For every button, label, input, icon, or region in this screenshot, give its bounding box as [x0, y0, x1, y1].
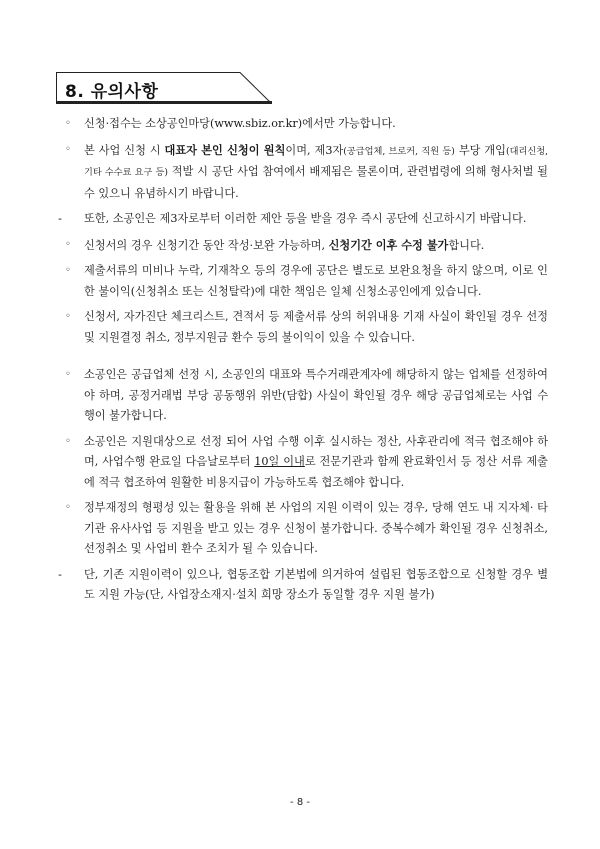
bullet-marker: ◦	[65, 369, 71, 380]
bullet-marker: ◦	[65, 238, 71, 250]
section-title: 8. 유의사항	[65, 82, 159, 102]
item-text: 본 사업 신청 시	[84, 143, 165, 157]
item-text: 적발 시 공단 사업 참여에서 배제됨은 물론이며, 관련법령에 의해 형사처벌 될 수 있으니 유념하시기 바랍니다.	[84, 165, 548, 200]
item-text: 신청서의 경우 신청기간 동안 작성·보완 가능하며,	[84, 238, 329, 252]
notice-list	[58, 114, 548, 611]
notice-item-false-content	[58, 307, 548, 348]
notice-item-representative	[58, 140, 548, 205]
notice-item-settlement	[58, 432, 548, 494]
section-heading	[56, 72, 272, 104]
item-text: 신청서, 자가진단 체크리스트, 견적서 등 제출서류 상의 허위내용 기재 사실이 확인될 경우 선정 및 지원결정 취소, 정부지원금 환수 등의 불이익이 있을 수 있습니다.	[84, 310, 548, 344]
notice-subitem-report	[58, 209, 548, 230]
item-text: 소공인은 공급업체 선정 시, 소공인의 대표와 특수거래관계자에 해당하지 않는 업체를 선정하여야 하며, 공정거래법 부당 공동행위 위반(담합) 사실이 확인될 경우 해당 공급업체로는 사업 수행이 불가합니다.	[84, 368, 548, 422]
notice-item-missing-documents	[58, 261, 548, 302]
spacer	[58, 353, 548, 365]
item-text: 신청·접수는 소상공인마당(www.sbiz.or.kr)에서만 가능합니다.	[84, 117, 396, 130]
item-text: 이며, 제3자	[285, 143, 344, 157]
item-note: (공급업체, 브로커, 직원 등)	[343, 145, 455, 157]
dash-marker: -	[58, 212, 62, 225]
notice-item-duplicate-support	[58, 498, 548, 560]
item-text: 제출서류의 미비나 누락, 기재착오 등의 경우에 공단은 별도로 보완요청을 하지 않으며, 이로 인한 불이익(신청취소 또는 신청탈락)에 대한 책임은 일체 신청소공인에게 있습니다.	[84, 264, 548, 298]
bullet-marker: ◦	[65, 118, 71, 129]
bullet-marker: ◦	[65, 502, 71, 513]
item-text: 부당 개입	[454, 143, 506, 157]
item-text: 합니다.	[448, 238, 485, 252]
item-text: 정부재정의 형평성 있는 활용을 위해 본 사업의 지원 이력이 있는 경우, 당해 연도 내 지자체· 타 기관 유사사업 등 지원을 받고 있는 경우 신청이 불가합니다. 중복수혜가 확인될 경우 신청취소, 선정취소 및 사업비 환수 조치가 될 수 있습니다.	[84, 501, 548, 555]
notice-item-edit-period	[58, 235, 548, 257]
item-note: (대리신청, 기타 수수료 요구 등)	[84, 145, 548, 178]
item-underlined: 10일 이내	[254, 455, 305, 468]
bullet-marker: ◦	[65, 265, 71, 276]
item-emphasis: 대표자 본인 신청이 원칙	[164, 142, 286, 157]
item-text: 단, 기존 지원이력이 있으나, 협동조합 기본법에 의거하여 설립된 협동조합으로 신청할 경우 별도 지원 가능(단, 사업장소재지·설치 희망 장소가 동일할 경우 지원 불가)	[84, 567, 548, 601]
item-text: 로 전문기관과 함께 완료확인서 등 정산 서류 제출에 적극 협조하여 원활한 비용지급이 가능하도록 협조해야 합니다.	[84, 455, 548, 489]
dash-marker: -	[58, 567, 62, 581]
notice-item-application-channel	[58, 114, 548, 135]
notice-item-supplier-selection	[58, 365, 548, 427]
bullet-marker: ◦	[65, 311, 71, 322]
item-text: 소공인은 지원대상으로 선정 되어 사업 수행 이후 실시하는 정산, 사후관리에 적극 협조해야 하며, 사업수행 완료일 다음날로부터	[84, 434, 548, 468]
bullet-marker: ◦	[65, 435, 71, 447]
item-emphasis: 신청기간 이후 수정 불가	[328, 237, 449, 252]
bullet-marker: ◦	[65, 143, 71, 155]
notice-subitem-cooperative	[58, 565, 548, 606]
page-number: - 8 -	[290, 797, 310, 808]
item-text: 또한, 소공인은 제3자로부터 이러한 제안 등을 받을 경우 즉시 공단에 신고하시기 바랍니다.	[84, 212, 527, 225]
